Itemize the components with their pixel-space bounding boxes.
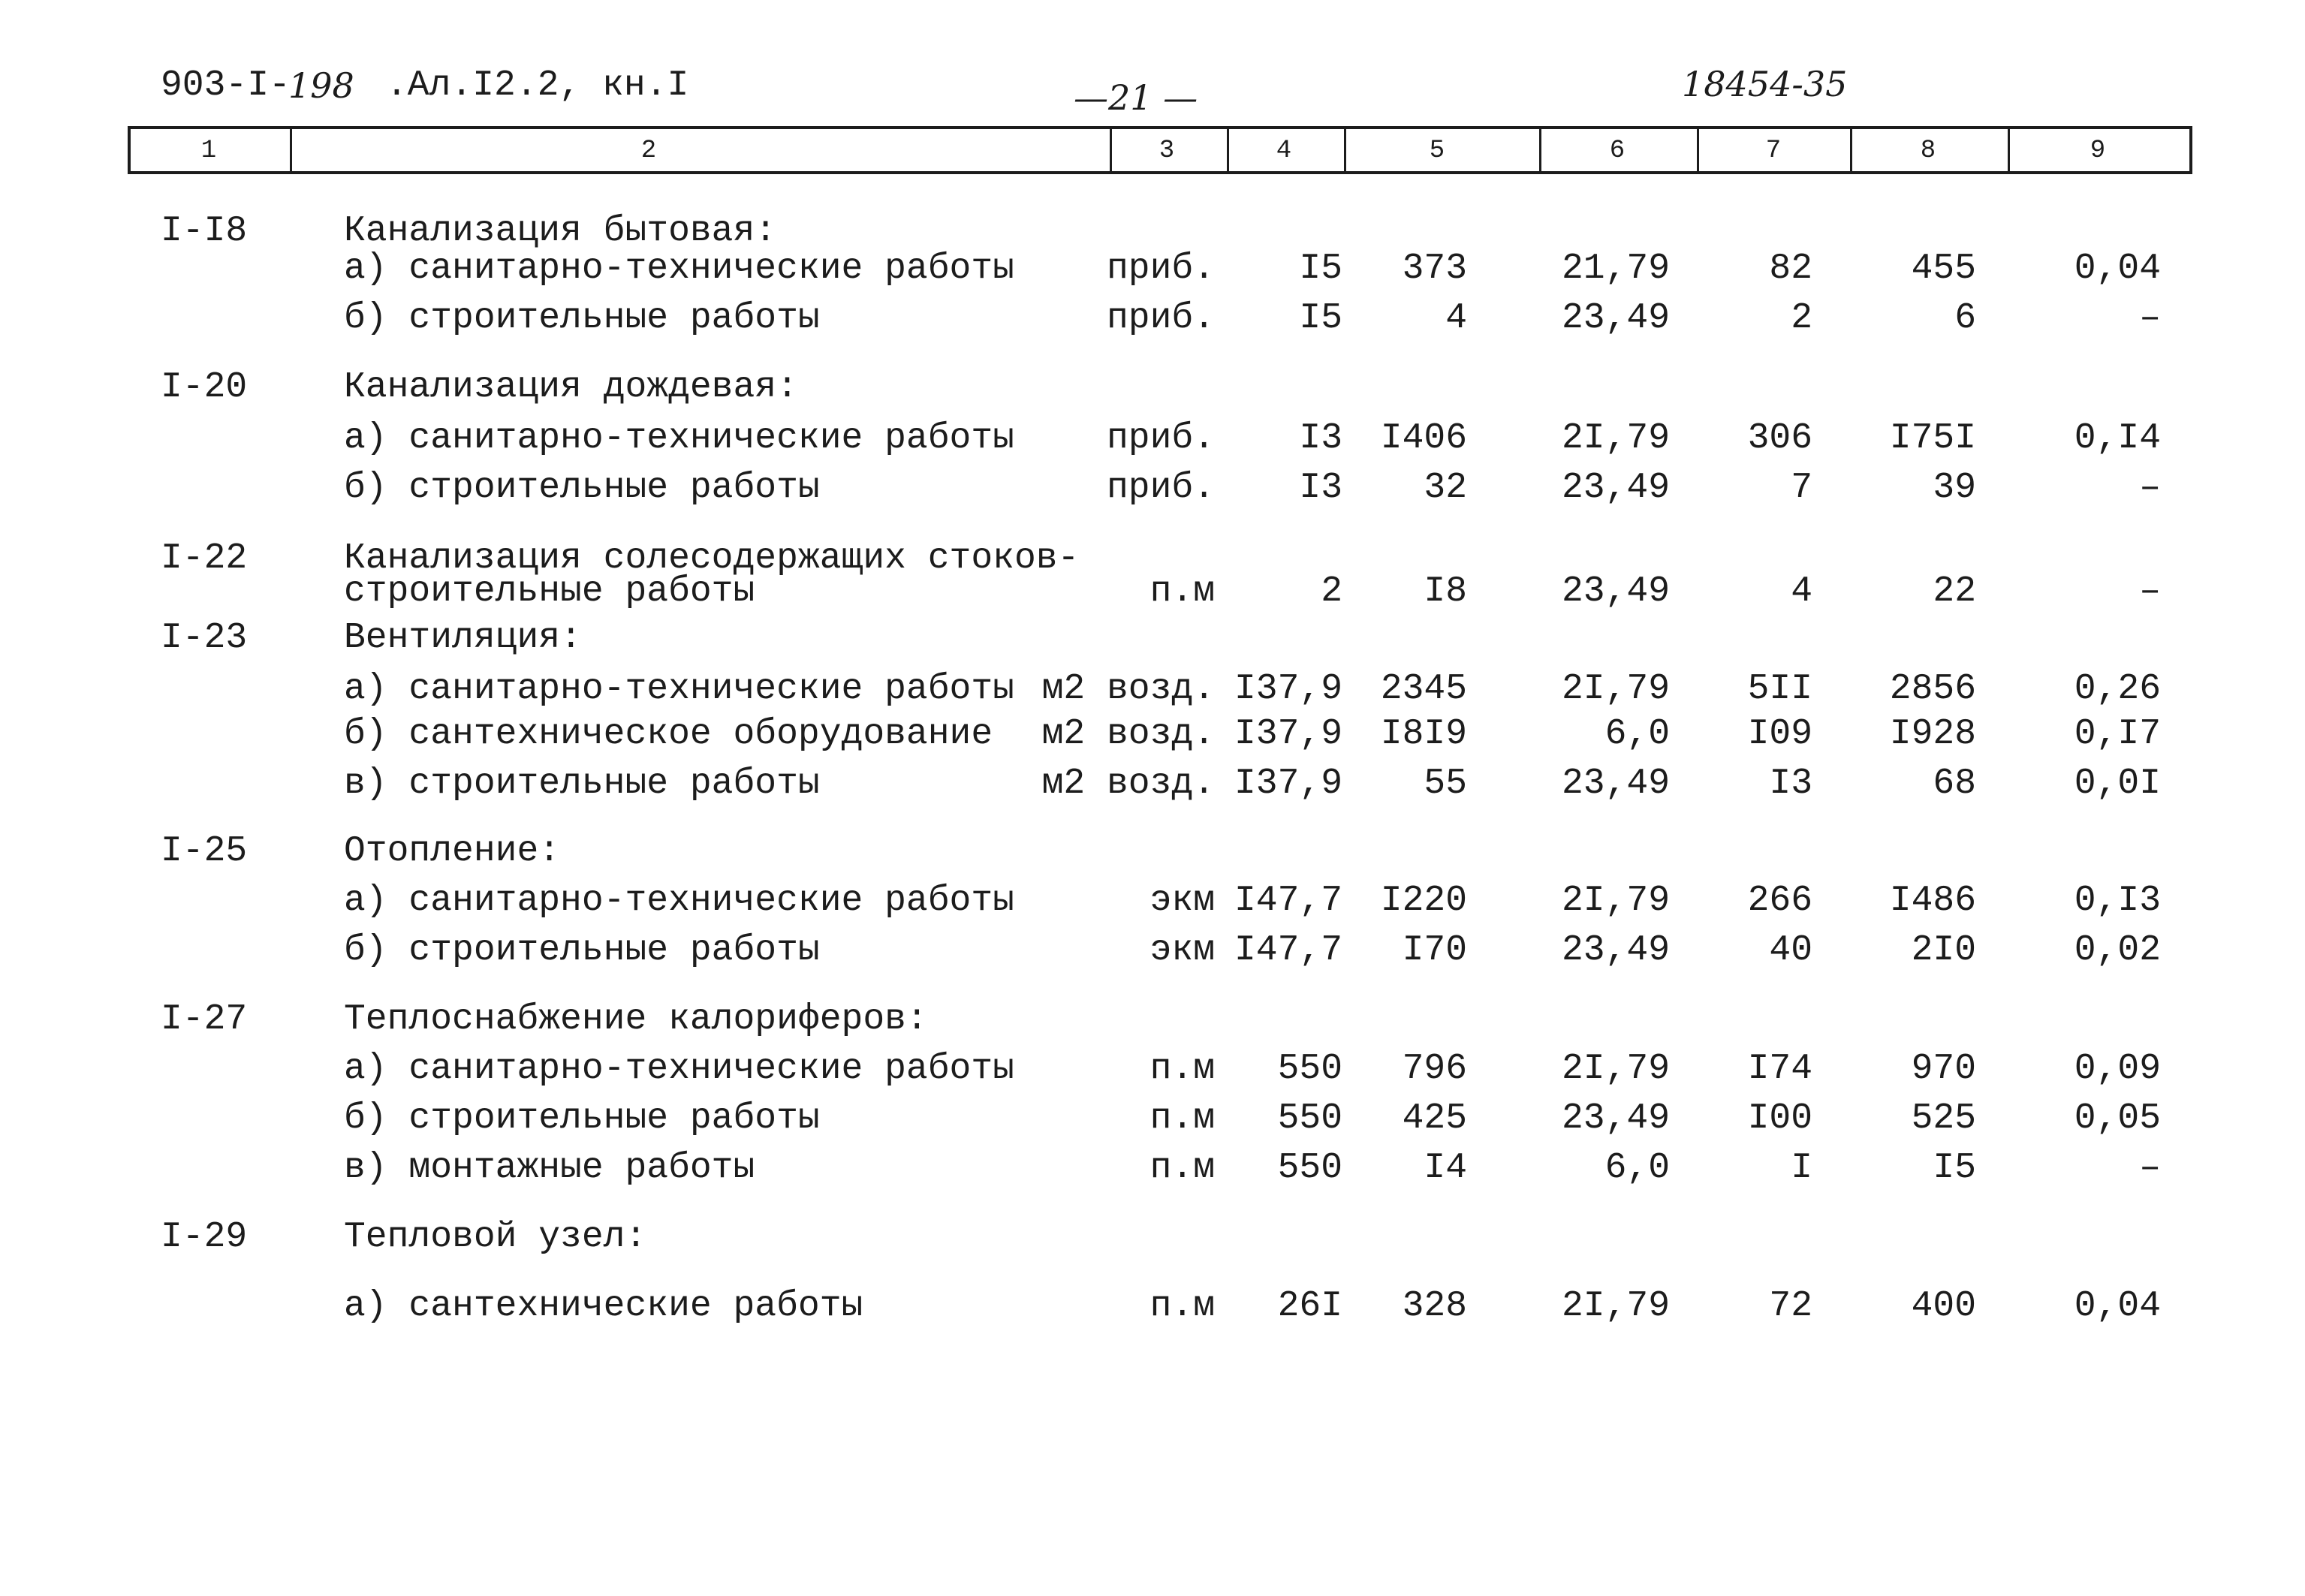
column-header-row <box>128 126 2192 174</box>
work-item-name: а) санитарно-технические работы <box>344 248 1014 289</box>
unit-cell: приб. <box>1106 418 1215 459</box>
column-5-cell: 373 <box>1402 248 1467 289</box>
column-8-cell: I75I <box>1889 418 1976 459</box>
column-7-cell: 7 <box>1791 468 1812 508</box>
work-item-name: в) монтажные работы <box>344 1148 755 1188</box>
column-9-cell: – <box>2139 1148 2161 1188</box>
column-8-cell: 455 <box>1911 248 1976 289</box>
column-8-cell: 400 <box>1911 1286 1976 1326</box>
column-5-cell: 796 <box>1402 1049 1467 1089</box>
work-item-name: а) санитарно-технические работы <box>344 669 1014 709</box>
column-divider <box>1227 129 1229 171</box>
column-8-cell: 525 <box>1911 1098 1976 1139</box>
page-number: —21 — <box>1074 77 1198 118</box>
quantity-cell: I47,7 <box>1234 930 1342 971</box>
row-code: I-20 <box>161 367 248 408</box>
column-number-9: 9 <box>2090 137 2106 165</box>
quantity-cell: 550 <box>1277 1148 1342 1188</box>
quantity-cell: I3 <box>1299 418 1342 459</box>
column-9-cell: 0,05 <box>2074 1098 2161 1139</box>
row-code: I-29 <box>161 1217 248 1257</box>
unit-cell: приб. <box>1106 468 1215 508</box>
column-8-cell: 39 <box>1933 468 1976 508</box>
section-title: Канализация солесодержащих стоков- <box>344 538 1080 579</box>
quantity-cell: I3 <box>1299 468 1342 508</box>
column-6-cell: 2I,79 <box>1561 881 1670 921</box>
album-reference: .Ал.I2.2, кн.I <box>386 65 689 106</box>
row-code: I-25 <box>161 831 248 872</box>
column-9-cell: 0,I4 <box>2074 418 2161 459</box>
row-code: I-23 <box>161 618 248 658</box>
quantity-cell: 26I <box>1277 1286 1342 1326</box>
column-5-cell: 2345 <box>1380 669 1467 709</box>
column-number-4: 4 <box>1276 137 1292 165</box>
column-7-cell: I <box>1791 1148 1812 1188</box>
quantity-cell: I5 <box>1299 248 1342 289</box>
column-9-cell: – <box>2139 468 2161 508</box>
column-7-cell: 4 <box>1791 571 1812 612</box>
column-number-6: 6 <box>1609 137 1626 165</box>
sheet-code: 18454-35 <box>1682 64 1848 104</box>
column-6-cell: 23,49 <box>1561 298 1670 339</box>
work-item-name: б) строительные работы <box>344 930 820 971</box>
unit-cell: м2 возд. <box>1041 714 1215 754</box>
row-code: I-27 <box>161 999 248 1040</box>
quantity-cell: I37,9 <box>1234 714 1342 754</box>
column-6-cell: 23,49 <box>1561 571 1670 612</box>
column-number-1: 1 <box>200 137 217 165</box>
work-item-name: а) санитарно-технические работы <box>344 418 1014 459</box>
column-9-cell: 0,0I <box>2074 763 2161 804</box>
column-9-cell: – <box>2139 571 2161 612</box>
column-6-cell: 2I,79 <box>1561 1286 1670 1326</box>
column-7-cell: 82 <box>1769 248 1812 289</box>
column-5-cell: 55 <box>1424 763 1467 804</box>
unit-cell: п.м <box>1149 1049 1215 1089</box>
column-7-cell: I09 <box>1747 714 1812 754</box>
column-7-cell: 40 <box>1769 930 1812 971</box>
column-divider <box>1850 129 1852 171</box>
section-title: Вентиляция: <box>344 618 582 658</box>
column-5-cell: 32 <box>1424 468 1467 508</box>
column-7-cell: I74 <box>1747 1049 1812 1089</box>
column-6-cell: 6,0 <box>1604 714 1670 754</box>
unit-cell: п.м <box>1149 571 1215 612</box>
quantity-cell: I5 <box>1299 298 1342 339</box>
column-9-cell: 0,02 <box>2074 930 2161 971</box>
work-item-name: а) сантехнические работы <box>344 1286 863 1326</box>
column-6-cell: 2I,79 <box>1561 1049 1670 1089</box>
column-5-cell: 4 <box>1445 298 1467 339</box>
column-8-cell: 68 <box>1933 763 1976 804</box>
column-number-3: 3 <box>1159 137 1175 165</box>
section-title: Канализация дождевая: <box>344 367 798 408</box>
row-code: I-I8 <box>161 211 248 251</box>
unit-cell: м2 возд. <box>1041 763 1215 804</box>
unit-cell: экм <box>1149 881 1215 921</box>
column-7-cell: 2 <box>1791 298 1812 339</box>
column-9-cell: 0,I7 <box>2074 714 2161 754</box>
column-7-cell: I00 <box>1747 1098 1812 1139</box>
unit-cell: экм <box>1149 930 1215 971</box>
column-divider <box>290 129 292 171</box>
unit-cell: м2 возд. <box>1041 669 1215 709</box>
column-7-cell: I3 <box>1769 763 1812 804</box>
row-code: I-22 <box>161 538 248 579</box>
unit-cell: приб. <box>1106 248 1215 289</box>
work-item-name: в) строительные работы <box>344 763 820 804</box>
work-item-name: б) строительные работы <box>344 1098 820 1139</box>
column-5-cell: 425 <box>1402 1098 1467 1139</box>
column-5-cell: I220 <box>1380 881 1467 921</box>
column-5-cell: I70 <box>1402 930 1467 971</box>
column-5-cell: 328 <box>1402 1286 1467 1326</box>
column-divider <box>1539 129 1541 171</box>
column-8-cell: 22 <box>1933 571 1976 612</box>
unit-cell: п.м <box>1149 1098 1215 1139</box>
column-8-cell: 970 <box>1911 1049 1976 1089</box>
column-7-cell: 306 <box>1747 418 1812 459</box>
quantity-cell: 2 <box>1321 571 1342 612</box>
column-7-cell: 5II <box>1747 669 1812 709</box>
unit-cell: п.м <box>1149 1148 1215 1188</box>
column-5-cell: I406 <box>1380 418 1467 459</box>
column-9-cell: 0,I3 <box>2074 881 2161 921</box>
section-title: Тепловой узел: <box>344 1217 647 1257</box>
column-divider <box>1697 129 1699 171</box>
column-9-cell: 0,26 <box>2074 669 2161 709</box>
column-divider <box>1344 129 1346 171</box>
column-5-cell: I4 <box>1424 1148 1467 1188</box>
work-item-name: строительные работы <box>344 571 755 612</box>
unit-cell: п.м <box>1149 1286 1215 1326</box>
column-8-cell: I928 <box>1889 714 1976 754</box>
column-divider <box>2008 129 2010 171</box>
column-8-cell: 2I0 <box>1911 930 1976 971</box>
work-item-name: а) санитарно-технические работы <box>344 881 1014 921</box>
column-5-cell: I8I9 <box>1380 714 1467 754</box>
column-6-cell: 6,0 <box>1604 1148 1670 1188</box>
document-code: 903-I- <box>161 65 291 106</box>
unit-cell: приб. <box>1106 298 1215 339</box>
quantity-cell: 550 <box>1277 1049 1342 1089</box>
column-number-2: 2 <box>640 137 657 165</box>
section-title: Отопление: <box>344 831 561 872</box>
column-divider <box>1110 129 1112 171</box>
work-item-name: б) строительные работы <box>344 468 820 508</box>
column-7-cell: 72 <box>1769 1286 1812 1326</box>
document-code-handwritten: 198 <box>288 65 354 106</box>
work-item-name: б) сантехническое оборудование <box>344 714 993 754</box>
column-8-cell: I5 <box>1933 1148 1976 1188</box>
section-title: Теплоснабжение калориферов: <box>344 999 928 1040</box>
column-number-5: 5 <box>1429 137 1445 165</box>
column-6-cell: 2I,79 <box>1561 669 1670 709</box>
column-6-cell: 21,79 <box>1561 248 1670 289</box>
quantity-cell: 550 <box>1277 1098 1342 1139</box>
quantity-cell: I47,7 <box>1234 881 1342 921</box>
work-item-name: б) строительные работы <box>344 298 820 339</box>
column-8-cell: 2856 <box>1889 669 1976 709</box>
column-6-cell: 23,49 <box>1561 763 1670 804</box>
column-6-cell: 2I,79 <box>1561 418 1670 459</box>
work-item-name: а) санитарно-технические работы <box>344 1049 1014 1089</box>
column-5-cell: I8 <box>1424 571 1467 612</box>
quantity-cell: I37,9 <box>1234 669 1342 709</box>
quantity-cell: I37,9 <box>1234 763 1342 804</box>
column-6-cell: 23,49 <box>1561 1098 1670 1139</box>
column-6-cell: 23,49 <box>1561 930 1670 971</box>
column-number-7: 7 <box>1765 137 1782 165</box>
column-8-cell: I486 <box>1889 881 1976 921</box>
column-6-cell: 23,49 <box>1561 468 1670 508</box>
column-7-cell: 266 <box>1747 881 1812 921</box>
column-9-cell: 0,04 <box>2074 248 2161 289</box>
column-number-8: 8 <box>1920 137 1936 165</box>
column-9-cell: 0,09 <box>2074 1049 2161 1089</box>
column-9-cell: 0,04 <box>2074 1286 2161 1326</box>
column-9-cell: – <box>2139 298 2161 339</box>
column-8-cell: 6 <box>1954 298 1976 339</box>
section-title: Канализация бытовая: <box>344 211 777 251</box>
